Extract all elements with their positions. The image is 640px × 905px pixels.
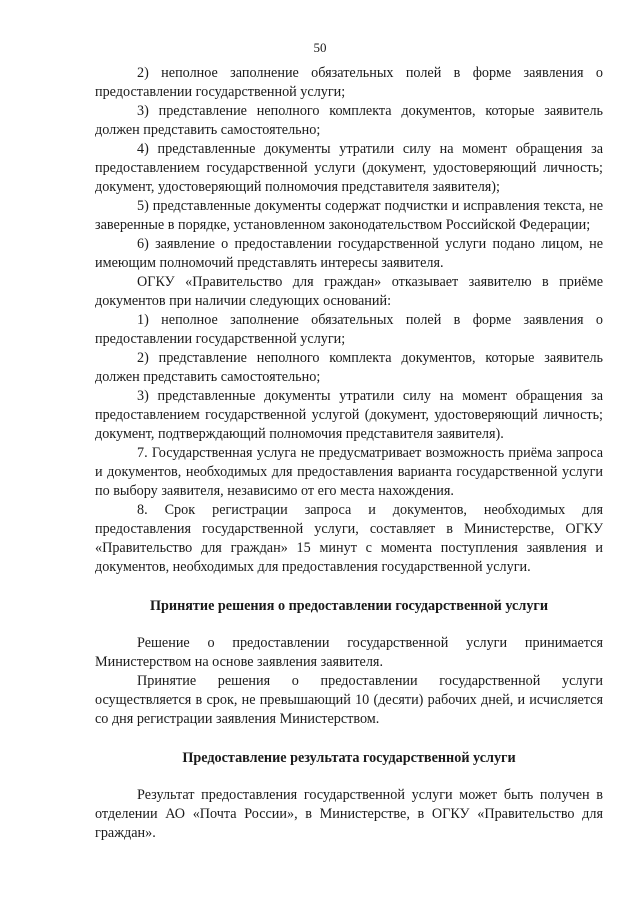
section-decision-body [95, 634, 603, 729]
paragraph-clause-7: 7. Государственная услуга не предусматривает возможность приёма запроса и документов, необходимых для предоставления варианта государственной услуги по выбору заявителя, независимо от его места нахождения. [95, 445, 603, 499]
paragraph-decision-1: Решение о предоставлении государственной услуги принимается Министерством на основе заявления заявителя. [95, 635, 603, 670]
document-body [95, 64, 603, 843]
page-number: 50 [313, 40, 327, 55]
paragraph-decision-2: Принятие решения о предоставлении государственной услуги осуществляется в срок, не превышающий 10 (десяти) рабочих дней, и исчисляется со дня регистрации заявления Министерством. [95, 673, 603, 727]
paragraph-item-3: 3) представление неполного комплекта документов, которые заявитель должен представить самостоятельно; [95, 103, 603, 138]
paragraph-ogku-item-2: 2) представление неполного комплекта документов, которые заявитель должен представить самостоятельно; [95, 350, 603, 385]
paragraph-clause-8: 8. Срок регистрации запроса и документов, необходимых для предоставления государственной услуги, составляет в Министерстве, ОГКУ «Правительство для граждан» 15 минут с момента поступления заявления и документов, необходимых для предоставления государственной услуги. [95, 502, 603, 575]
paragraph-ogku-item-3: 3) представленные документы утратили силу на момент обращения за предоставлением государственной услугой (документ, удостоверяющий личность; документ, подтверждающий полномочия представителя заявителя). [95, 388, 603, 442]
paragraph-result-1: Результат предоставления государственной услуги может быть получен в отделении АО «Почта России», в Министерстве, в ОГКУ «Правительство для граждан». [95, 787, 603, 841]
paragraph-ogku-item-1: 1) неполное заполнение обязательных полей в форме заявления о предоставлении государственной услуги; [95, 312, 603, 347]
section-heading-result: Предоставление результата государственной услуги [182, 750, 516, 766]
paragraph-item-2: 2) неполное заполнение обязательных полей в форме заявления о предоставлении государственной услуги; [95, 65, 603, 100]
paragraph-item-4: 4) представленные документы утратили силу на момент обращения за предоставлением государственной услуги (документ, удостоверяющий личность; документ, удостоверяющий полномочия представителя заявителя); [95, 141, 603, 195]
paragraph-item-6: 6) заявление о предоставлении государственной услуги подано лицом, не имеющим полномочий представлять интересы заявителя. [95, 236, 603, 271]
section-result-body [95, 786, 603, 843]
paragraph-ogku-refusal: ОГКУ «Правительство для граждан» отказывает заявителю в приёме документов при наличии следующих оснований: [95, 274, 603, 309]
section-heading-decision: Принятие решения о предоставлении государственной услуги [149, 598, 549, 614]
paragraph-item-5: 5) представленные документы содержат подчистки и исправления текста, не заверенные в порядке, установленном законодательством Российской Федерации; [95, 198, 603, 233]
